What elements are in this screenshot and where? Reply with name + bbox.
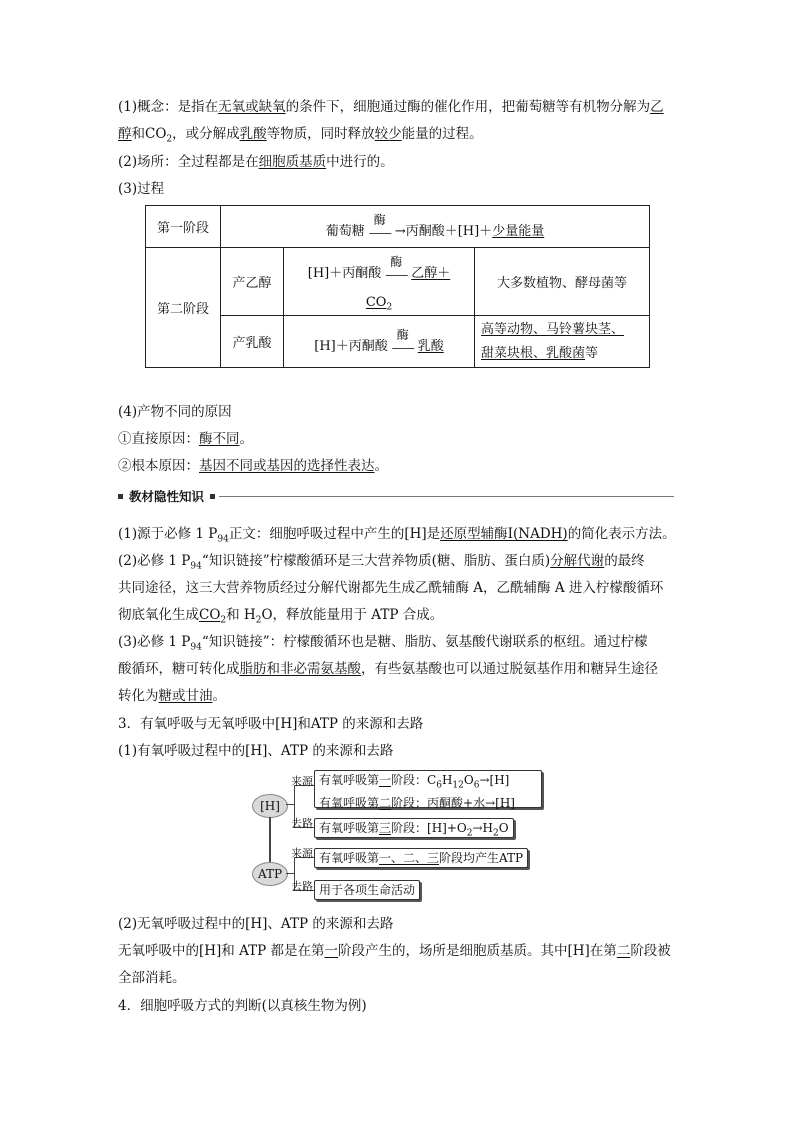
root-reason: ②根本原因：基因不同或基因的选择性表达。 — [118, 458, 388, 474]
h-atp-diagram — [250, 770, 550, 905]
answer-blank: 乙醇＋ — [411, 266, 451, 281]
answer-blank: 糖或甘油 — [158, 688, 213, 704]
answer-blank: 基因不同或基因的选择性表达 — [199, 458, 375, 474]
ethanol-organisms: 大多数植物、酵母菌等 — [475, 248, 650, 316]
atp-dest-box: 用于各项生命活动 — [314, 880, 420, 900]
h-node: [H] — [252, 794, 288, 818]
stage2-label: 第二阶段 — [146, 248, 221, 368]
answer-blank: 少量能量 — [492, 224, 545, 239]
ethanol-label: 产乙醇 — [221, 248, 284, 316]
answer-blank: 较少 — [374, 126, 402, 142]
concept-line-1: (1)概念：是指在无氧或缺氧的条件下，细胞通过酶的催化作用，把葡萄糖等有机物分解为乙 — [118, 99, 664, 115]
atp-node: ATP — [252, 862, 288, 886]
location-line: (2)场所：全过程都是在细胞质基质中进行的。 — [118, 154, 394, 170]
answer-blank: 乙 — [650, 99, 664, 115]
answer-blank: 脂肪和非必需氨基酸 — [239, 661, 361, 677]
answer-blank: 醇 — [118, 126, 132, 142]
heading-3-1: (1)有氧呼吸过程中的[H]、ATP 的来源和去路 — [118, 743, 394, 759]
knowledge-2-line-3: 彻底氧化生成$CO_2$和 $H_2O$，释放能量用于 ATP 合成。 — [118, 607, 444, 626]
section-header — [118, 488, 674, 504]
process-heading: (3)过程 — [118, 181, 165, 197]
heading-4: 4．细胞呼吸方式的判断(以真核生物为例) — [118, 998, 367, 1014]
h-dest-box: 有氧呼吸第三阶段：$[H]+O_2\to H_2O$ — [314, 818, 514, 838]
atp-source-box: 有氧呼吸第一、二、三阶段均产生ATP — [314, 848, 528, 868]
arrow-icon: —— — [368, 226, 391, 240]
lactate-equation: [H]＋丙酮酸 酶 —— 乳酸 — [284, 316, 475, 368]
anaerobic-line-2: 全部消耗。 — [118, 970, 186, 986]
dest-label: 去路 — [291, 880, 313, 893]
answer-blank: 一 — [324, 943, 338, 959]
stage1-label: 第一阶段 — [146, 206, 221, 248]
answer-blank: $CO_2$ — [365, 295, 393, 313]
section-title: 教材隐性知识 — [129, 489, 205, 504]
answer-blank: 酶不同 — [199, 431, 240, 447]
answer-blank: 细胞质基质 — [258, 154, 327, 170]
anaerobic-line-1: 无氧呼吸中的[H]和 ATP 都是在第一阶段产生的，场所是细胞质基质。其中[H]在第二阶段被 — [118, 943, 671, 959]
answer-blank: 还原型辅酶Ⅰ(NADH) — [440, 526, 568, 542]
arrow-icon: —— — [391, 341, 414, 355]
heading-3: 3．有氧呼吸与无氧呼吸中[H]和ATP 的来源和去路 — [118, 716, 424, 732]
process-table — [145, 205, 650, 368]
knowledge-3-line-1: (3)必修 1 $P_{94}“$知识链接”：柠檬酸循环也是糖、脂肪、氨基酸代谢联系的枢纽。通过柠檬 — [118, 634, 648, 653]
source-label: 来源 — [291, 775, 313, 788]
connector — [269, 817, 271, 862]
dest-label: 去路 — [291, 817, 313, 830]
reason-heading: (4)产物不同的原因 — [118, 404, 232, 420]
heading-3-2: (2)无氧呼吸过程中的[H]、ATP 的来源和去路 — [118, 916, 394, 932]
answer-blank: 乳酸 — [417, 339, 444, 354]
divider — [219, 496, 674, 497]
knowledge-3-line-3: 转化为糖或甘油。 — [118, 688, 226, 704]
concept-line-2: 醇和$CO_2$，或分解成乳酸等物质，同时释放较少能量的过程。 — [118, 126, 483, 145]
h-source-box: 有氧呼吸第一阶段：$C_6H_{12}O_6\to[H]$ 有氧呼吸第二阶段：丙酮酸+水→[H] — [314, 770, 542, 808]
source-label: 来源 — [291, 847, 313, 860]
knowledge-2-line-1: (2)必修 1 $P_{94}“$知识链接”柠檬酸循环是三大营养物质(糖、脂肪、蛋白质)分解代谢的最终 — [118, 553, 645, 572]
knowledge-2-line-2: 共同途径，这三大营养物质经过分解代谢都先生成乙酰辅酶 A，乙酰辅酶 A 进入柠檬酸循环 — [118, 580, 664, 596]
answer-blank: 分解代谢 — [550, 553, 605, 569]
knowledge-3-line-2: 酸循环，糖可转化成脂肪和非必需氨基酸，有些氨基酸也可以通过脱氨基作用和糖异生途径 — [118, 661, 658, 677]
knowledge-1: (1)源于必修 1 $P_{94}$正文：细胞呼吸过程中产生的[H]是还原型辅酶Ⅰ(NADH)的简化表示方法。 — [118, 526, 676, 545]
arrow-icon: —— — [385, 268, 408, 282]
lactate-organisms: 高等动物、马铃薯块茎、 甜菜块根、乳酸菌等 — [475, 316, 650, 368]
answer-blank: $CO_2$ — [199, 607, 227, 626]
enzyme-label: 酶 — [373, 213, 386, 227]
square-bullet-icon — [210, 494, 215, 499]
answer-blank: 无氧或缺氧 — [218, 99, 286, 115]
answer-blank: 二 — [616, 943, 631, 959]
ethanol-equation: [H]＋丙酮酸 酶 —— 乙醇＋ $CO_2$ — [284, 248, 475, 316]
answer-blank: 乳酸 — [239, 126, 267, 142]
square-bullet-icon — [118, 494, 123, 499]
stage1-equation: 葡萄糖 酶 —— →丙酮酸＋[H]＋ 少量能量 — [221, 206, 650, 248]
direct-reason: ①直接原因：酶不同。 — [118, 431, 253, 447]
lactate-label: 产乳酸 — [221, 316, 284, 368]
